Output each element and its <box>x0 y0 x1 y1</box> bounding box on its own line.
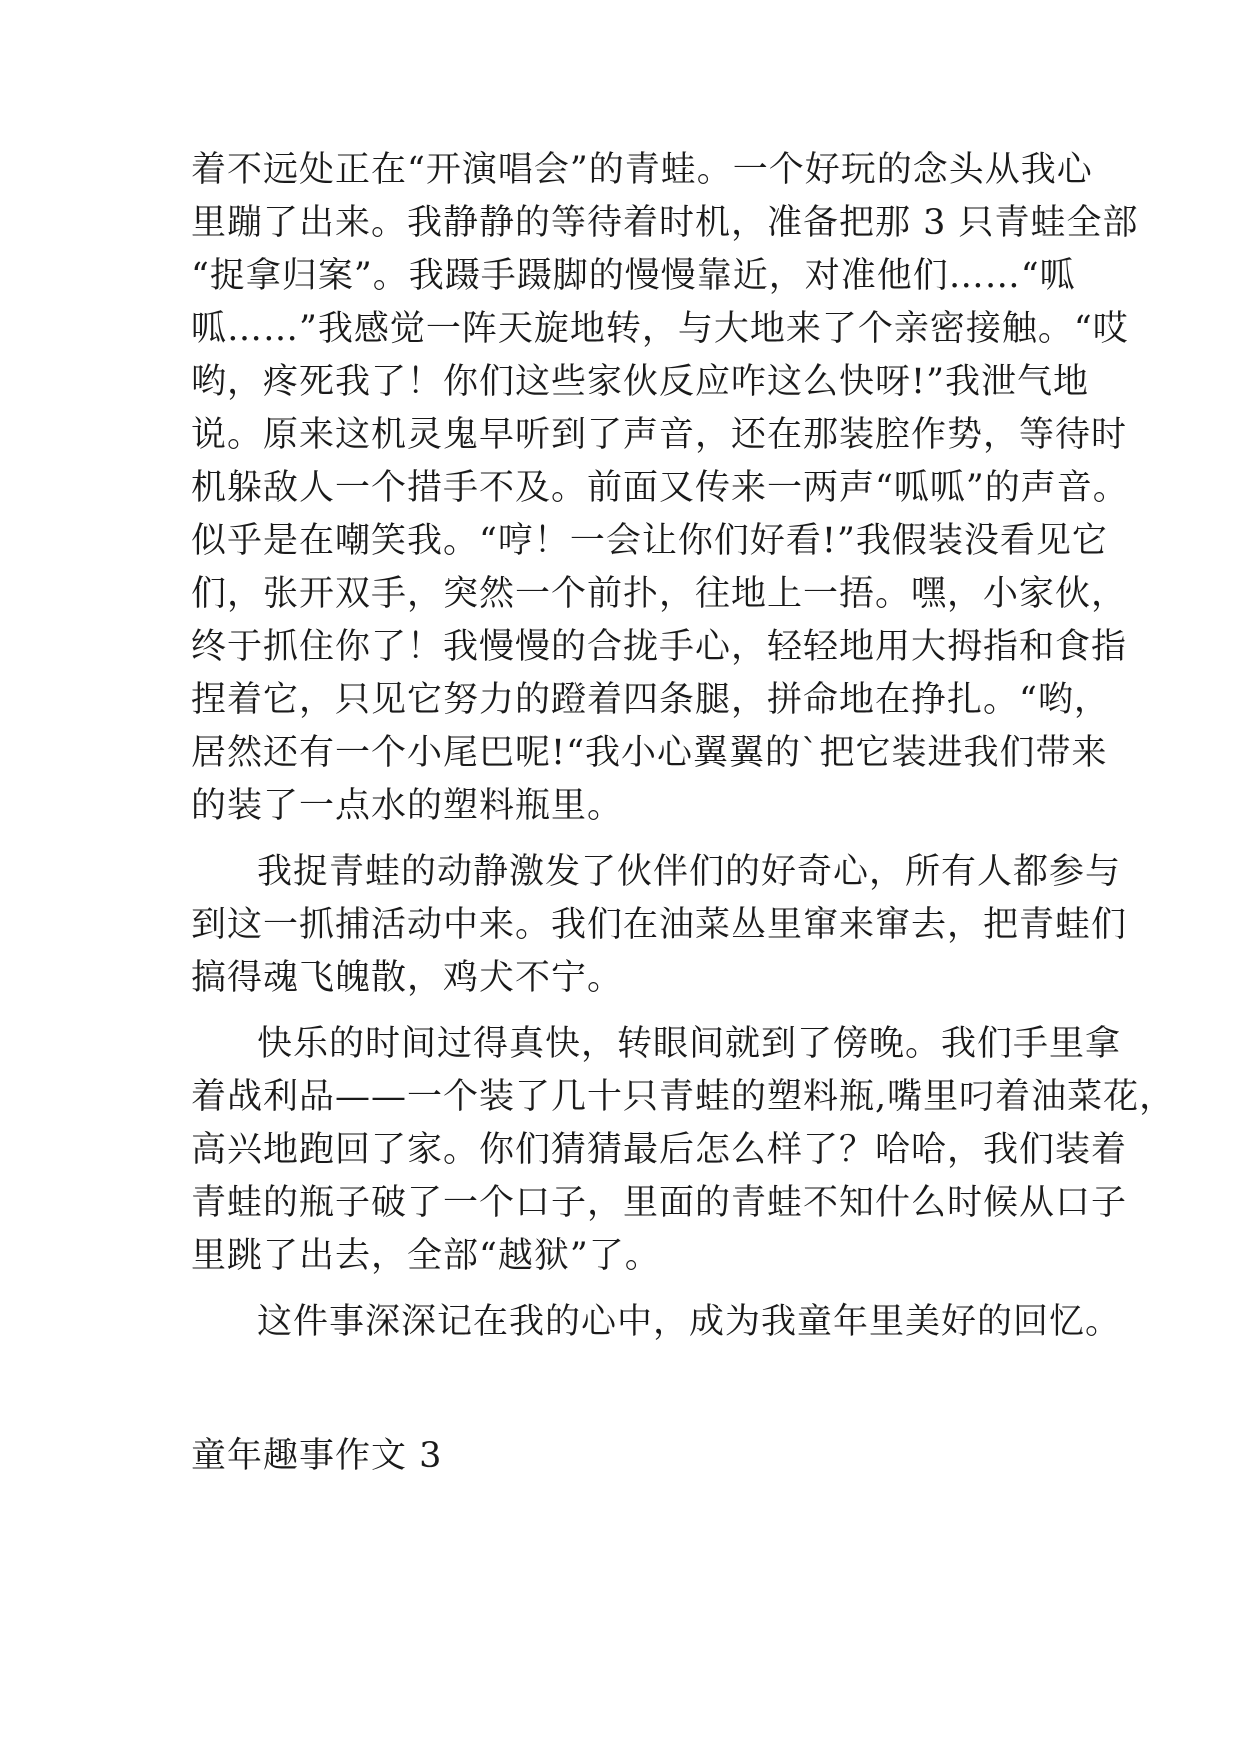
paragraph-3-line-3: 高兴地跑回了家。你们猜猜最后怎么样了？哈哈，我们装着 <box>191 1130 1128 1170</box>
section-title: 童年趣事作文 3 <box>191 1436 443 1476</box>
paragraph-1-line-4: 呱……”我感觉一阵天旋地转，与大地来了个亲密接触。“哎 <box>191 309 1129 349</box>
paragraph-1-line-10: 终于抓住你了！我慢慢的合拢手心，轻轻地用大拇指和食指 <box>191 627 1128 667</box>
paragraph-3-line-1: 快乐的时间过得真快，转眼间就到了傍晚。我们手里拿 <box>257 1024 1122 1064</box>
paragraph-2-line-3: 搞得魂飞魄散，鸡犬不宁。 <box>191 958 624 998</box>
paragraph-3-line-2: 着战利品——一个装了几十只青蛙的塑料瓶,嘴里叼着油菜花， <box>191 1077 1176 1117</box>
paragraph-1-line-12: 居然还有一个小尾巴呢!“我小心翼翼的`把它装进我们带来 <box>191 733 1108 773</box>
paragraph-4-line-1: 这件事深深记在我的心中，成为我童年里美好的回忆。 <box>257 1302 1122 1342</box>
paragraph-2-line-2: 到这一抓捕活动中来。我们在油菜丛里窜来窜去，把青蛙们 <box>191 905 1128 945</box>
paragraph-3-line-5: 里跳了出去，全部“越狱”了。 <box>191 1236 661 1276</box>
paragraph-1-line-1: 着不远处正在“开演唱会”的青蛙。一个好玩的念头从我心 <box>191 150 1093 190</box>
paragraph-3-line-4: 青蛙的瓶子破了一个口子，里面的青蛙不知什么时候从口子 <box>191 1183 1128 1223</box>
paragraph-1-line-2: 里蹦了出来。我静静的等待着时机，准备把那 3 只青蛙全部 <box>191 203 1139 243</box>
paragraph-1-line-6: 说。原来这机灵鬼早听到了声音，还在那装腔作势，等待时 <box>191 415 1128 455</box>
paragraph-1-line-3: “捉拿归案”。我蹑手蹑脚的慢慢靠近，对准他们……“呱 <box>191 256 1076 296</box>
paragraph-1-line-5: 哟，疼死我了！你们这些家伙反应咋这么快呀!”我泄气地 <box>191 362 1089 402</box>
paragraph-2-line-1: 我捉青蛙的动静激发了伙伴们的好奇心，所有人都参与 <box>257 852 1122 892</box>
paragraph-1-line-9: 们，张开双手，突然一个前扑，往地上一捂。嘿，小家伙， <box>191 574 1128 614</box>
paragraph-1-line-8: 似乎是在嘲笑我。“哼！一会让你们好看!”我假装没看见它 <box>191 521 1108 561</box>
paragraph-1-line-13: 的装了一点水的塑料瓶里。 <box>191 786 624 826</box>
paragraph-1-line-7: 机躲敌人一个措手不及。前面又传来一两声“呱呱”的声音。 <box>191 468 1129 508</box>
paragraph-1-line-11: 捏着它，只见它努力的蹬着四条腿，拼命地在挣扎。“哟， <box>191 680 1110 720</box>
